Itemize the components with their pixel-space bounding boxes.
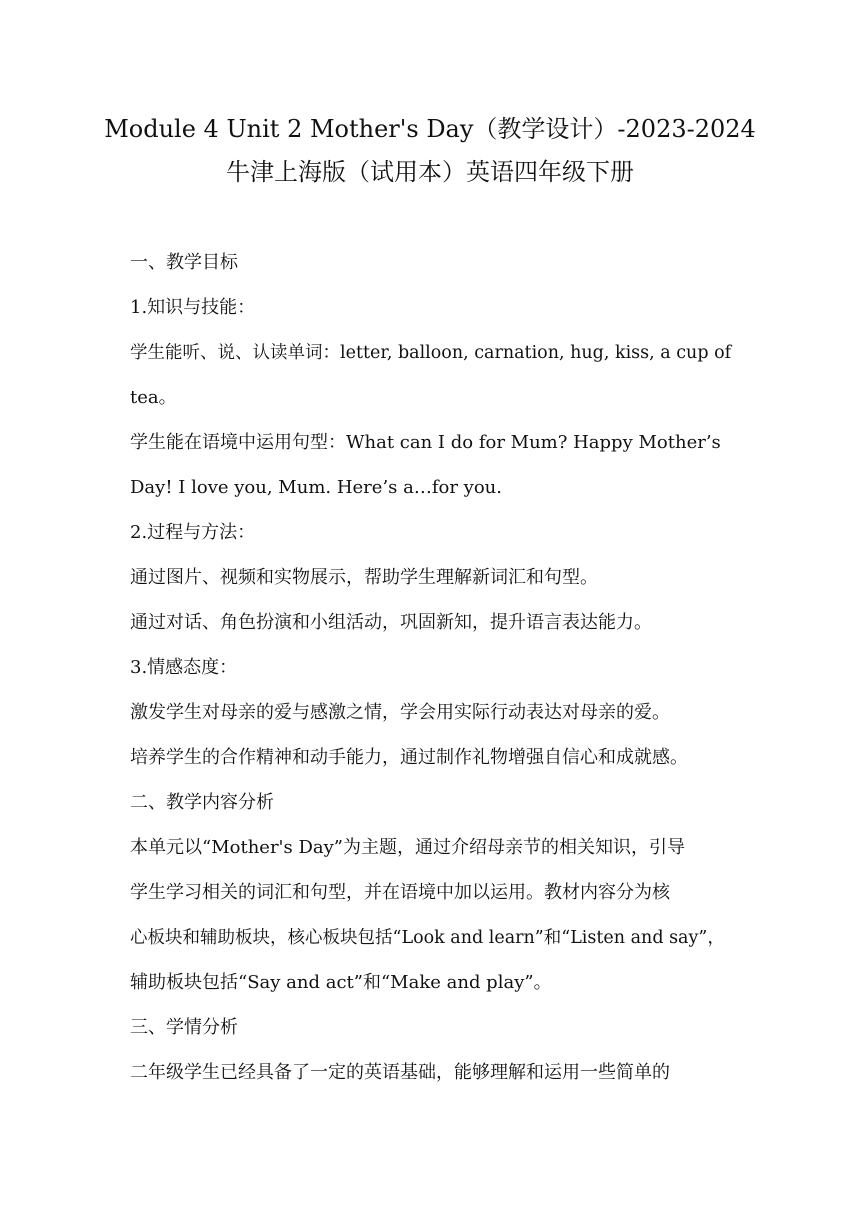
paragraph-line: 通过对话、角色扮演和小组活动，巩固新知，提升语言表达能力。 <box>130 612 652 633</box>
document-title-line-1: Module 4 Unit 2 Mother's Day（教学设计）-2023-2024 <box>104 115 756 143</box>
paragraph-line: 辅助板块包括“Say and act”和“Make and play”。 <box>130 972 552 993</box>
paragraph-line: 学生能在语境中运用句型：What can I do for Mum? Happy Mother’s <box>130 432 721 453</box>
paragraph-line: 心板块和辅助板块，核心板块包括“Look and learn”和“Listen and say”， <box>130 928 725 948</box>
paragraph-line: 二年级学生已经具备了一定的英语基础，能够理解和运用一些简单的 <box>130 1062 670 1083</box>
paragraph-line: 培养学生的合作精神和动手能力，通过制作礼物增强自信心和成就感。 <box>130 747 688 768</box>
subheading-knowledge-skills: 1.知识与技能： <box>130 297 256 318</box>
paragraph-line: 通过图片、视频和实物展示，帮助学生理解新词汇和句型。 <box>130 567 598 588</box>
paragraph-line: 激发学生对母亲的爱与感激之情，学会用实际行动表达对母亲的爱。 <box>130 702 670 723</box>
subheading-emotional-attitude: 3.情感态度： <box>130 657 238 678</box>
section-heading-objectives: 一、教学目标 <box>130 252 238 273</box>
paragraph-line: 本单元以“Mother's Day”为主题，通过介绍母亲节的相关知识，引导 <box>130 837 685 858</box>
section-heading-content-analysis: 二、教学内容分析 <box>130 792 274 813</box>
section-heading-learner-analysis: 三、学情分析 <box>130 1017 238 1038</box>
document-title-line-2: 牛津上海版（试用本）英语四年级下册 <box>226 158 634 186</box>
paragraph-line: 学生能听、说、认读单词：letter, balloon, carnation, hug, kiss, a cup of <box>130 343 732 363</box>
subheading-process-methods: 2.过程与方法： <box>130 522 256 543</box>
paragraph-line: Day! I love you, Mum. Here’s a…for you. <box>130 477 502 498</box>
paragraph-line: tea。 <box>130 387 177 408</box>
paragraph-line: 学生学习相关的词汇和句型，并在语境中加以运用。教材内容分为核 <box>130 882 670 903</box>
